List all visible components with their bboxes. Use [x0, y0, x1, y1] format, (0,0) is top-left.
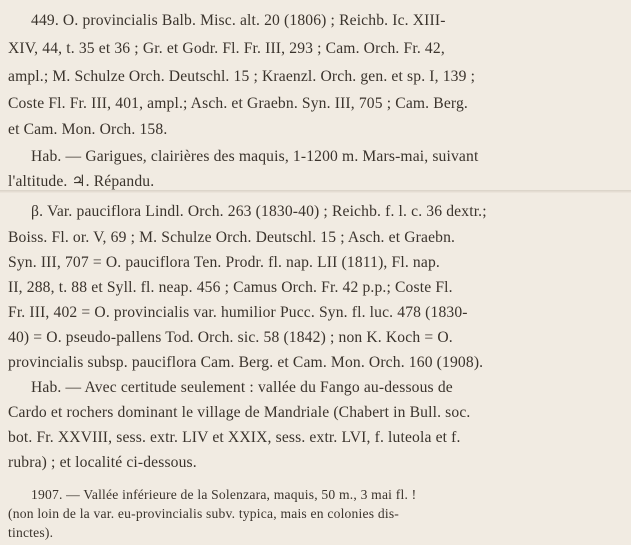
note-line-1: 1907. — Vallée inférieure de la Solenzara, maquis, 50 m., 3 mai fl. ! — [31, 487, 417, 502]
variety-line-5: Fr. III, 402 = O. provincialis var. humilior Pucc. Syn. fl. luc. 478 (1830- — [8, 304, 468, 321]
note-line-3: tinctes). — [8, 525, 54, 540]
entry-line-2: XIV, 44, t. 35 et 36 ; Gr. et Godr. Fl. Fr. III, 293 ; Cam. Orch. Fr. 42, — [8, 40, 445, 57]
habitat-line-1: Hab. — Garigues, clairières des maquis, 1-1200 m. Mars-mai, suivant — [31, 148, 479, 165]
note-line-2: (non loin de la var. eu-provincialis subv. typica, mais en colonies dis- — [8, 506, 400, 521]
entry-line-1: 449. O. provincialis Balb. Misc. alt. 20 (1806) ; Reichb. Ic. XIII- — [31, 12, 446, 29]
variety-habitat-line-2: Cardo et rochers dominant le village de Mandriale (Chabert in Bull. soc. — [8, 404, 471, 421]
variety-line-6: 40) = O. pseudo-pallens Tod. Orch. sic. 58 (1842) ; non K. Koch = O. — [8, 329, 453, 346]
variety-habitat-line-4: rubra) ; et localité ci-dessous. — [8, 454, 197, 471]
variety-habitat-line-1: Hab. — Avec certitude seulement : vallée du Fango au-dessous de — [31, 379, 453, 396]
variety-line-3: Syn. III, 707 = O. pauciflora Ten. Prodr. fl. nap. LII (1811), Fl. nap. — [8, 254, 440, 271]
entry-line-3: ampl.; M. Schulze Orch. Deutschl. 15 ; Kraenzl. Orch. gen. et sp. I, 139 ; — [8, 68, 476, 85]
variety-line-2: Boiss. Fl. or. V, 69 ; M. Schulze Orch. Deutschl. 15 ; Asch. et Graebn. — [8, 229, 456, 246]
variety-line-4: II, 288, t. 88 et Syll. fl. neap. 456 ; Camus Orch. Fr. 42 p.p.; Coste Fl. — [8, 279, 453, 296]
entry-line-4: Coste Fl. Fr. III, 401, ampl.; Asch. et Graebn. Syn. III, 705 ; Cam. Berg. — [8, 95, 468, 112]
entry-line-5: et Cam. Mon. Orch. 158. — [8, 121, 168, 138]
variety-line-7: provincialis subsp. pauciflora Cam. Berg. et Cam. Mon. Orch. 160 (1908). — [8, 354, 484, 371]
habitat-line-2: l'altitude. ♃. Répandu. — [8, 173, 155, 190]
variety-habitat-line-3: bot. Fr. XXVIII, sess. extr. LIV et XXIX, sess. extr. LVI, f. luteola et f. — [8, 429, 461, 446]
scan-divider — [0, 190, 631, 193]
variety-line-1: β. Var. pauciflora Lindl. Orch. 263 (1830-40) ; Reichb. f. l. c. 36 dextr.; — [31, 203, 487, 220]
